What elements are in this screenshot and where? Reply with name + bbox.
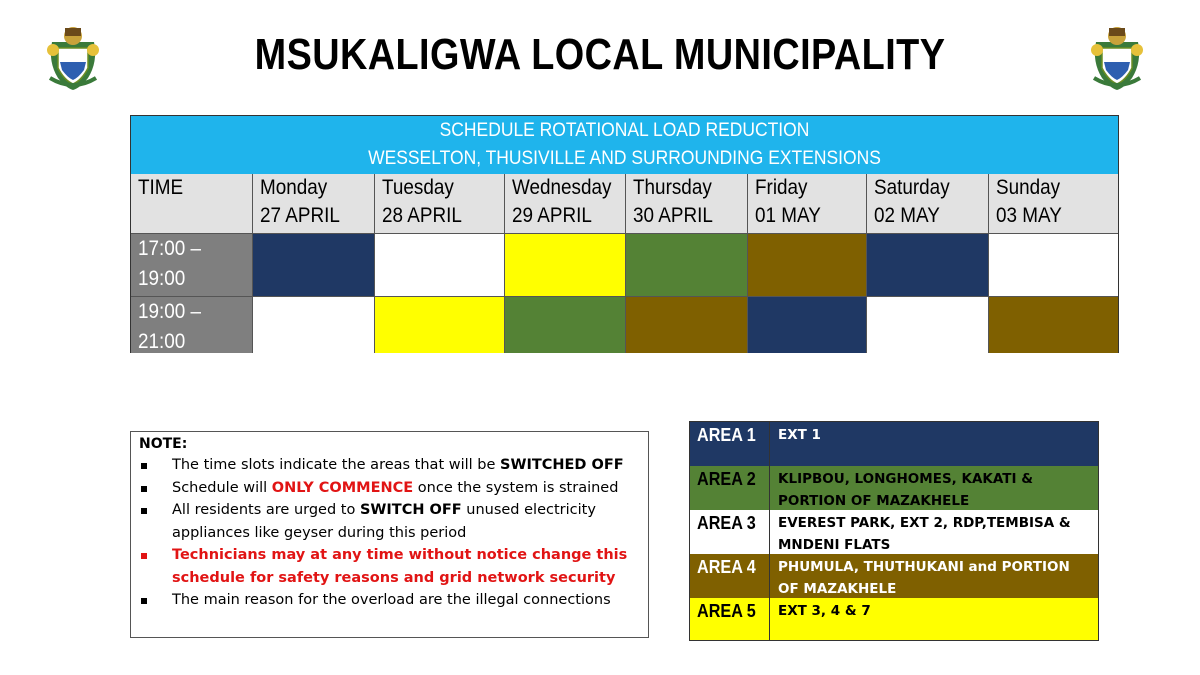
day-date: 28 APRIL (382, 204, 462, 227)
time-header-label: TIME (138, 176, 184, 199)
time-slot-label (131, 296, 253, 353)
schedule-slot-area-3 (253, 296, 375, 353)
schedule-table (130, 115, 1119, 353)
area-name: AREA 1 (690, 422, 770, 466)
time-slot-label (131, 233, 253, 296)
area-row (690, 422, 1098, 467)
area-name: AREA 2 (690, 466, 770, 510)
banner-line-2: WESSELTON, THUSIVILLE AND SURROUNDING EXTENSIONS (368, 148, 881, 169)
note-emphasis: SWITCHED OFF (500, 457, 624, 473)
day-date: 27 APRIL (260, 204, 340, 227)
note-emphasis: ONLY COMMENCE (271, 479, 414, 496)
area-name: AREA 3 (690, 510, 770, 554)
day-header (748, 174, 867, 233)
note-text: unused electricity appliances like geyser during this period (172, 502, 596, 541)
schedule-slot-area-4 (989, 296, 1118, 353)
day-header (626, 174, 748, 233)
day-header (867, 174, 989, 233)
day-name: Tuesday (382, 176, 454, 199)
area-row (690, 510, 1098, 555)
note-text: All residents are urged to (172, 502, 360, 518)
note-text: Schedule will (172, 479, 272, 496)
day-name: Thursday (633, 176, 712, 199)
area-name: AREA 5 (690, 598, 770, 640)
schedule-slot-area-2 (505, 296, 626, 353)
day-name: Saturday (874, 176, 950, 199)
schedule-slot-area-1 (748, 296, 867, 353)
schedule-slot-area-4 (748, 233, 867, 296)
schedule-slot-area-3 (989, 233, 1118, 296)
schedule-slot-area-3 (375, 233, 505, 296)
area-description: PHUMULA, THUTHUKANI and PORTION OF MAZAKHELE (778, 559, 1070, 597)
bullet-icon (141, 486, 147, 492)
note-text: once the system is strained (413, 479, 619, 496)
note-item (139, 499, 640, 544)
note-item (139, 544, 640, 589)
bullet-icon (141, 463, 147, 469)
area-description: EVEREST PARK, EXT 2, RDP,TEMBISA & MNDENI FLATS (778, 515, 1071, 553)
note-box (130, 431, 649, 638)
note-item (139, 477, 640, 500)
banner-line-1: SCHEDULE ROTATIONAL LOAD REDUCTION (439, 120, 810, 141)
area-name: AREA 4 (690, 554, 770, 598)
note-text: The main reason for the overload are the illegal connections (172, 592, 611, 608)
schedule-banner (131, 116, 1118, 174)
day-name: Sunday (996, 176, 1061, 199)
time-start: 17:00 – (138, 237, 202, 260)
day-date: 29 APRIL (512, 204, 592, 227)
day-name: Friday (755, 176, 808, 199)
day-name: Wednesday (512, 176, 612, 199)
schedule-slot-area-1 (253, 233, 375, 296)
day-date: 30 APRIL (633, 204, 713, 227)
area-row (690, 598, 1098, 640)
areas-legend (689, 421, 1099, 641)
note-item (139, 454, 640, 477)
time-end: 21:00 (138, 330, 186, 353)
day-header (505, 174, 626, 233)
area-description: EXT 1 (778, 427, 821, 443)
schedule-slot-area-1 (867, 233, 989, 296)
day-header (375, 174, 505, 233)
time-start: 19:00 – (138, 300, 202, 323)
day-header (253, 174, 375, 233)
schedule-slot-area-3 (867, 296, 989, 353)
bullet-icon (141, 598, 147, 604)
area-description: KLIPBOU, LONGHOMES, KAKATI & PORTION OF MAZAKHELE (778, 471, 1033, 509)
area-row (690, 554, 1098, 599)
day-header (989, 174, 1118, 233)
schedule-slot-area-5 (375, 296, 505, 353)
area-row (690, 466, 1098, 511)
day-name: Monday (260, 176, 328, 199)
page-title: MSUKALIGWA LOCAL MUNICIPALITY (254, 30, 946, 79)
bullet-icon (141, 508, 147, 514)
schedule-slot-area-5 (505, 233, 626, 296)
note-item (139, 589, 640, 612)
day-date: 01 MAY (755, 204, 821, 227)
note-emphasis: SWITCH OFF (359, 502, 462, 518)
note-text: The time slots indicate the areas that will be (172, 457, 501, 473)
schedule-slot-area-2 (626, 233, 748, 296)
day-date: 03 MAY (996, 204, 1062, 227)
schedule-slot-area-4 (626, 296, 748, 353)
area-description: EXT 3, 4 & 7 (778, 603, 871, 619)
bullet-icon (141, 553, 147, 559)
day-date: 02 MAY (874, 204, 940, 227)
note-text: Technicians may at any time without notice change this schedule for safety reasons and grid network security (172, 547, 628, 586)
time-header (131, 174, 253, 233)
note-title: NOTE: (139, 436, 188, 452)
time-end: 19:00 (138, 267, 186, 290)
